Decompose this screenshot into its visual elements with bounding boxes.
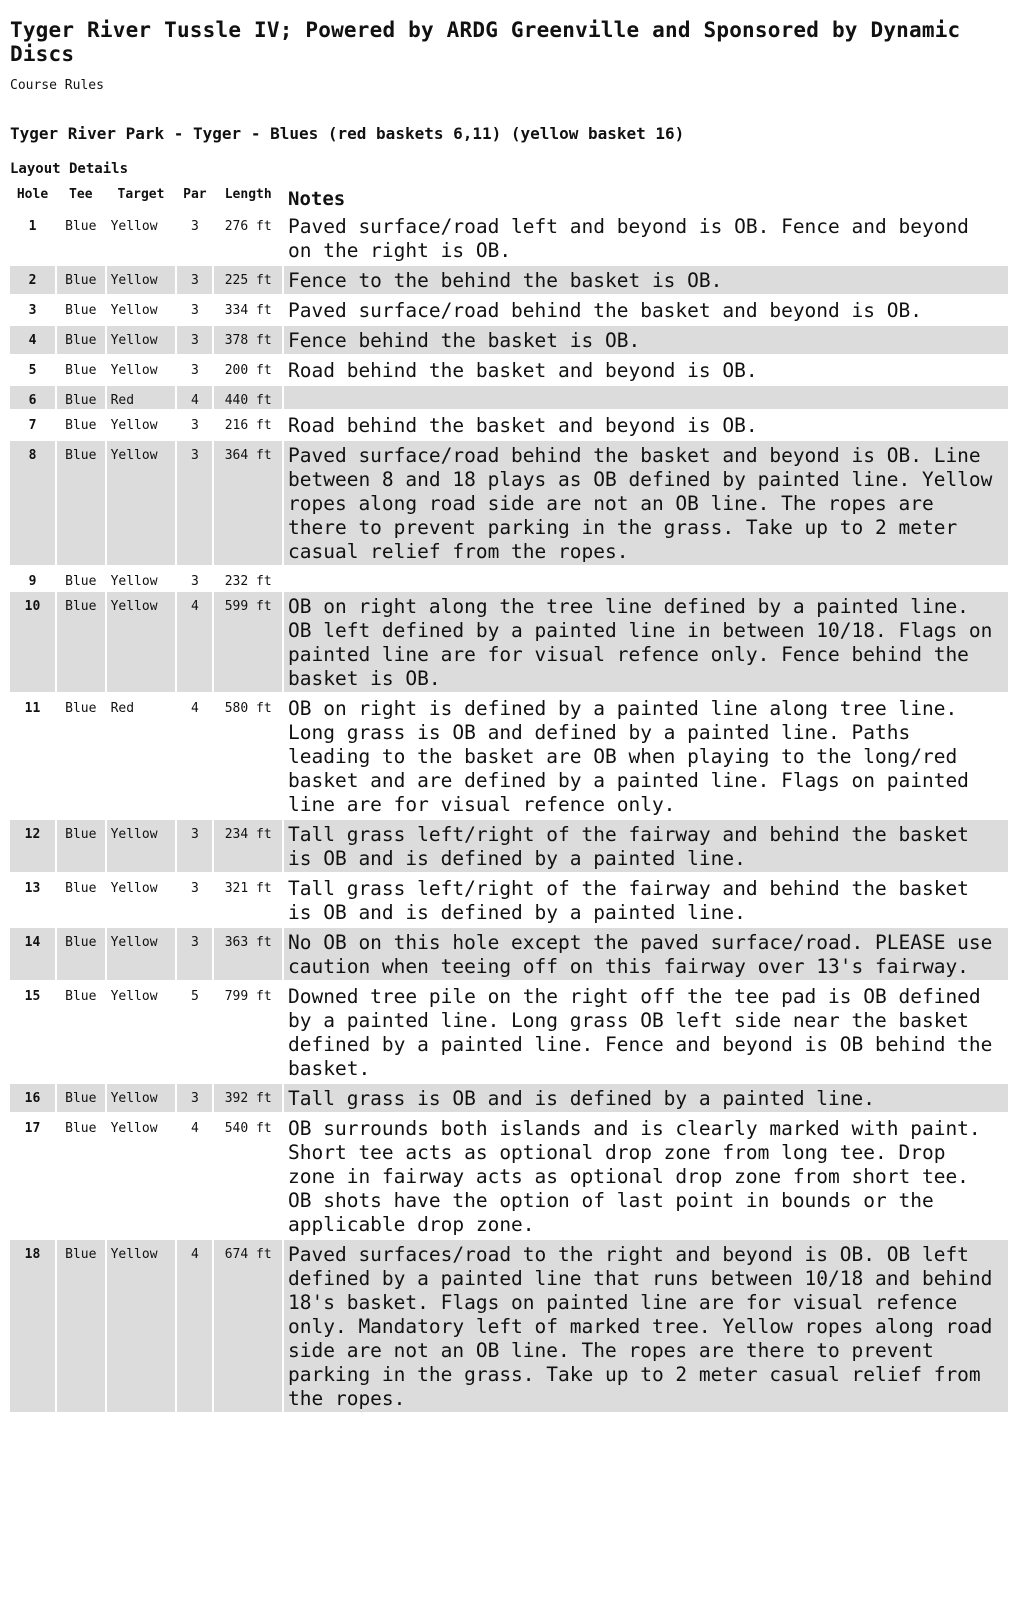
target-cell: Yellow: [107, 441, 176, 565]
tee-cell: Blue: [65, 219, 97, 234]
target-cell: Yellow: [107, 928, 176, 980]
length-cell: 540 ft: [224, 1121, 272, 1136]
par-cell: 3: [177, 441, 212, 565]
table-row: [10, 1240, 1008, 1412]
target-cell: Yellow: [110, 363, 158, 378]
target-cell: Yellow: [110, 989, 158, 1004]
tee-cell: Blue: [57, 1240, 105, 1412]
hole-number-cell: 7: [28, 418, 37, 433]
table-row: [10, 592, 1008, 692]
table-row: [10, 356, 1008, 384]
par-cell: 3: [190, 363, 199, 378]
tee-cell: Blue: [65, 418, 97, 433]
page-subtitle: Course Rules: [10, 78, 104, 93]
hole-number-cell: 16: [10, 1084, 55, 1112]
notes-cell: Paved surface/road left and beyond is OB. Fence and beyond on the right is OB.: [288, 215, 969, 262]
hole-number-cell: 6: [10, 386, 55, 409]
hole-number-cell: 8: [10, 441, 55, 565]
column-header-notes: Notes: [288, 188, 346, 210]
layout-heading: Layout Details: [10, 161, 129, 177]
hole-number-cell: 9: [28, 574, 37, 589]
tee-cell: Blue: [57, 1084, 105, 1112]
length-cell: 234 ft: [214, 820, 282, 872]
hole-number-cell: 3: [28, 303, 37, 318]
hole-number-cell: 2: [10, 266, 55, 294]
column-header-tee: Tee: [69, 187, 93, 202]
table-row: [10, 874, 1008, 926]
hole-number-cell: 12: [10, 820, 55, 872]
column-header-length: Length: [224, 187, 272, 202]
par-cell: 3: [177, 326, 212, 354]
target-cell: Yellow: [107, 592, 176, 692]
table-row: [10, 567, 1008, 590]
par-cell: 4: [177, 1240, 212, 1412]
par-cell: 3: [177, 928, 212, 980]
target-cell: Yellow: [110, 1121, 158, 1136]
par-cell: 4: [177, 592, 212, 692]
hole-number-cell: 17: [24, 1121, 41, 1136]
par-cell: 3: [190, 881, 199, 896]
tee-cell: Blue: [57, 441, 105, 565]
par-cell: 5: [190, 989, 199, 1004]
target-cell: Yellow: [107, 1240, 176, 1412]
table-row: [10, 928, 1008, 980]
table-row: [10, 296, 1008, 324]
length-cell: 225 ft: [214, 266, 282, 294]
target-cell: Yellow: [110, 574, 158, 589]
par-cell: 3: [177, 266, 212, 294]
course-name: Tyger River Park - Tyger - Blues (red baskets 6,11) (yellow basket 16): [10, 124, 685, 143]
tee-cell: Blue: [65, 701, 97, 716]
par-cell: 3: [190, 303, 199, 318]
table-row: [10, 441, 1008, 565]
notes-cell: Fence behind the basket is OB.: [284, 326, 1008, 354]
length-cell: 674 ft: [214, 1240, 282, 1412]
length-cell: 599 ft: [214, 592, 282, 692]
hole-number-cell: 14: [10, 928, 55, 980]
hole-number-cell: 4: [10, 326, 55, 354]
table-header-row: [10, 184, 1008, 210]
column-header-par: Par: [183, 187, 207, 202]
length-cell: 216 ft: [224, 418, 272, 433]
event-title: Tyger River Tussle IV; Powered by ARDG Greenville and Sponsored by Dynamic Discs: [10, 18, 961, 66]
length-cell: 378 ft: [214, 326, 282, 354]
table-row: [10, 1114, 1008, 1238]
tee-cell: Blue: [57, 266, 105, 294]
target-cell: Red: [110, 701, 135, 716]
hole-number-cell: 1: [28, 219, 37, 234]
table-row: [10, 411, 1008, 439]
par-cell: 4: [190, 701, 199, 716]
target-cell: Yellow: [107, 266, 176, 294]
notes-cell: No OB on this hole except the paved surface/road. PLEASE use caution when teeing off on this fairway over 13's fairway.: [284, 928, 1008, 980]
notes-cell: [284, 567, 1008, 590]
table-body: [10, 212, 1008, 1412]
notes-cell: OB on right is defined by a painted line along tree line. Long grass is OB and defined by a painted line. Paths leading to the basket are OB when playing to the long/red basket and are defined by a painted line. Flags on painted line are for visual refence only.: [288, 697, 969, 816]
length-cell: 580 ft: [224, 701, 272, 716]
par-cell: 4: [190, 1121, 199, 1136]
target-cell: Yellow: [107, 1084, 176, 1112]
tee-cell: Blue: [57, 928, 105, 980]
column-header-target: Target: [117, 187, 165, 202]
target-cell: Yellow: [110, 303, 158, 318]
length-cell: 440 ft: [214, 386, 282, 409]
table-row: [10, 212, 1008, 264]
par-cell: 3: [190, 574, 199, 589]
table-row: [10, 386, 1008, 409]
tee-cell: Blue: [65, 989, 97, 1004]
course-rules-page: [10, 18, 1010, 1414]
par-cell: 3: [177, 820, 212, 872]
notes-cell: Tall grass left/right of the fairway and behind the basket is OB and is defined by a painted line.: [288, 877, 969, 924]
column-header-hole: Hole: [16, 187, 49, 202]
tee-cell: Blue: [57, 592, 105, 692]
par-cell: 4: [177, 386, 212, 409]
hole-number-cell: 10: [10, 592, 55, 692]
hole-number-cell: 15: [24, 989, 41, 1004]
target-cell: Yellow: [110, 418, 158, 433]
tee-cell: Blue: [57, 820, 105, 872]
target-cell: Red: [107, 386, 176, 409]
tee-cell: Blue: [65, 1121, 97, 1136]
notes-cell: OB surrounds both islands and is clearly marked with paint. Short tee acts as optional drop zone from long tee. Drop zone in fairway acts as optional drop zone from short tee. OB shots have the option of last point in bounds or the applicable drop zone.: [288, 1117, 981, 1236]
tee-cell: Blue: [65, 363, 97, 378]
par-cell: 3: [177, 1084, 212, 1112]
notes-cell: Paved surfaces/road to the right and beyond is OB. OB left defined by a painted line that runs between 10/18 and behind 18's basket. Flags on painted line are for visual refence only. Mandatory left of marked tree. Yellow ropes along road side are not an OB line. The ropes are there to prevent parking in the grass. Take up to 2 meter casual relief from the ropes.: [284, 1240, 1008, 1412]
length-cell: 321 ft: [224, 881, 272, 896]
hole-number-cell: 5: [28, 363, 37, 378]
tee-cell: Blue: [57, 326, 105, 354]
tee-cell: Blue: [65, 303, 97, 318]
table-row: [10, 982, 1008, 1082]
length-cell: 276 ft: [224, 219, 272, 234]
hole-number-cell: 13: [24, 881, 41, 896]
notes-cell: Road behind the basket and beyond is OB.: [288, 414, 758, 437]
target-cell: Yellow: [107, 326, 176, 354]
length-cell: 392 ft: [214, 1084, 282, 1112]
length-cell: 200 ft: [224, 363, 272, 378]
notes-cell: [284, 386, 1008, 409]
target-cell: Yellow: [107, 820, 176, 872]
table-row: [10, 694, 1008, 818]
length-cell: 363 ft: [214, 928, 282, 980]
length-cell: 232 ft: [224, 574, 272, 589]
par-cell: 3: [190, 219, 199, 234]
target-cell: Yellow: [110, 219, 158, 234]
tee-cell: Blue: [65, 574, 97, 589]
length-cell: 364 ft: [214, 441, 282, 565]
notes-cell: Downed tree pile on the right off the tee pad is OB defined by a painted line. Long grass OB left side near the basket defined by a painted line. Fence and beyond is OB behind the basket.: [288, 985, 993, 1080]
tee-cell: Blue: [65, 881, 97, 896]
hole-number-cell: 11: [24, 701, 41, 716]
table-row: [10, 820, 1008, 872]
table-row: [10, 266, 1008, 294]
notes-cell: Fence to the behind the basket is OB.: [284, 266, 1008, 294]
par-cell: 3: [190, 418, 199, 433]
tee-cell: Blue: [57, 386, 105, 409]
notes-cell: OB on right along the tree line defined by a painted line. OB left defined by a painted line in between 10/18. Flags on painted line are for visual refence only. Fence behind the basket is OB.: [284, 592, 1008, 692]
notes-cell: Tall grass is OB and is defined by a painted line.: [284, 1084, 1008, 1112]
hole-number-cell: 18: [10, 1240, 55, 1412]
notes-cell: Paved surface/road behind the basket and beyond is OB.: [288, 299, 922, 322]
notes-cell: Road behind the basket and beyond is OB.: [288, 359, 758, 382]
target-cell: Yellow: [110, 881, 158, 896]
notes-cell: Tall grass left/right of the fairway and behind the basket is OB and is defined by a painted line.: [284, 820, 1008, 872]
length-cell: 334 ft: [224, 303, 272, 318]
layout-table: [8, 182, 1010, 1414]
notes-cell: Paved surface/road behind the basket and beyond is OB. Line between 8 and 18 plays as OB defined by painted line. Yellow ropes along road side are not an OB line. The ropes are there to prevent parking in the grass. Take up to 2 meter casual relief from the ropes.: [284, 441, 1008, 565]
table-row: [10, 1084, 1008, 1112]
table-row: [10, 326, 1008, 354]
length-cell: 799 ft: [224, 989, 272, 1004]
